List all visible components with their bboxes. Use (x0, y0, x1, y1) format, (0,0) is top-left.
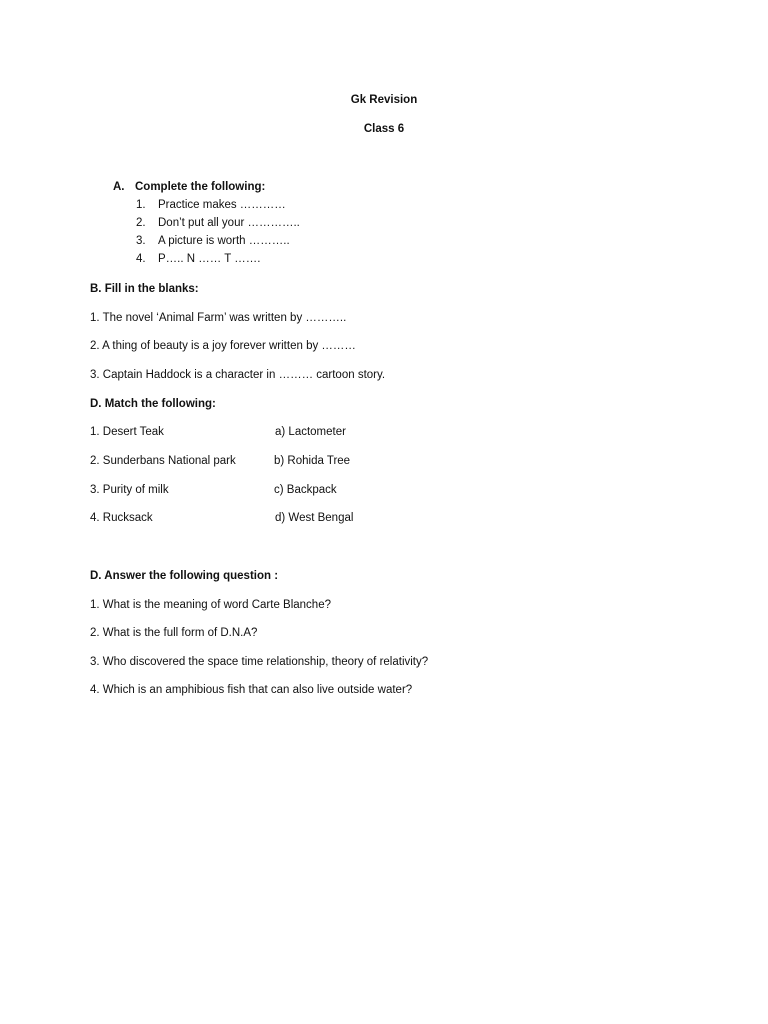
list-item: 3. Captain Haddock is a character in ……… cartoon story. (90, 369, 386, 381)
list-item-number: 1. (136, 199, 146, 211)
list-item: 1. The novel ‘Animal Farm’ was written by ……….. (90, 312, 347, 324)
section-b-heading: B. Fill in the blanks: (90, 283, 199, 295)
section-a-letter: A. (113, 181, 125, 193)
page-subtitle: Class 6 (363, 123, 405, 135)
list-item: 2. A thing of beauty is a joy forever written by ……… (90, 340, 356, 352)
list-item: P….. N …… T ……. (158, 253, 261, 265)
list-item: Practice makes ………… (158, 199, 286, 211)
question-item: 1. What is the meaning of word Carte Blanche? (90, 599, 331, 611)
list-item-number: 2. (136, 217, 146, 229)
match-left-item: 3. Purity of milk (90, 484, 169, 496)
match-right-item: a) Lactometer (275, 426, 346, 438)
list-item: Don’t put all your ………….. (158, 217, 300, 229)
question-item: 2. What is the full form of D.N.A? (90, 627, 258, 639)
match-right-item: c) Backpack (274, 484, 337, 496)
match-right-item: d) West Bengal (275, 512, 354, 524)
match-right-item: b) Rohida Tree (274, 455, 351, 467)
section-a-heading: Complete the following: (135, 181, 266, 193)
section-match-heading: D. Match the following: (90, 398, 216, 410)
section-answer-heading: D. Answer the following question : (90, 570, 279, 582)
question-item: 4. Which is an amphibious fish that can also live outside water? (90, 684, 413, 696)
question-item: 3. Who discovered the space time relationship, theory of relativity? (90, 656, 429, 668)
list-item-number: 3. (136, 235, 146, 247)
list-item: A picture is worth ……….. (158, 235, 290, 247)
match-left-item: 4. Rucksack (90, 512, 153, 524)
list-item-number: 4. (136, 253, 146, 265)
match-left-item: 2. Sunderbans National park (90, 455, 236, 467)
page-title: Gk Revision (350, 94, 418, 106)
match-left-item: 1. Desert Teak (90, 426, 164, 438)
